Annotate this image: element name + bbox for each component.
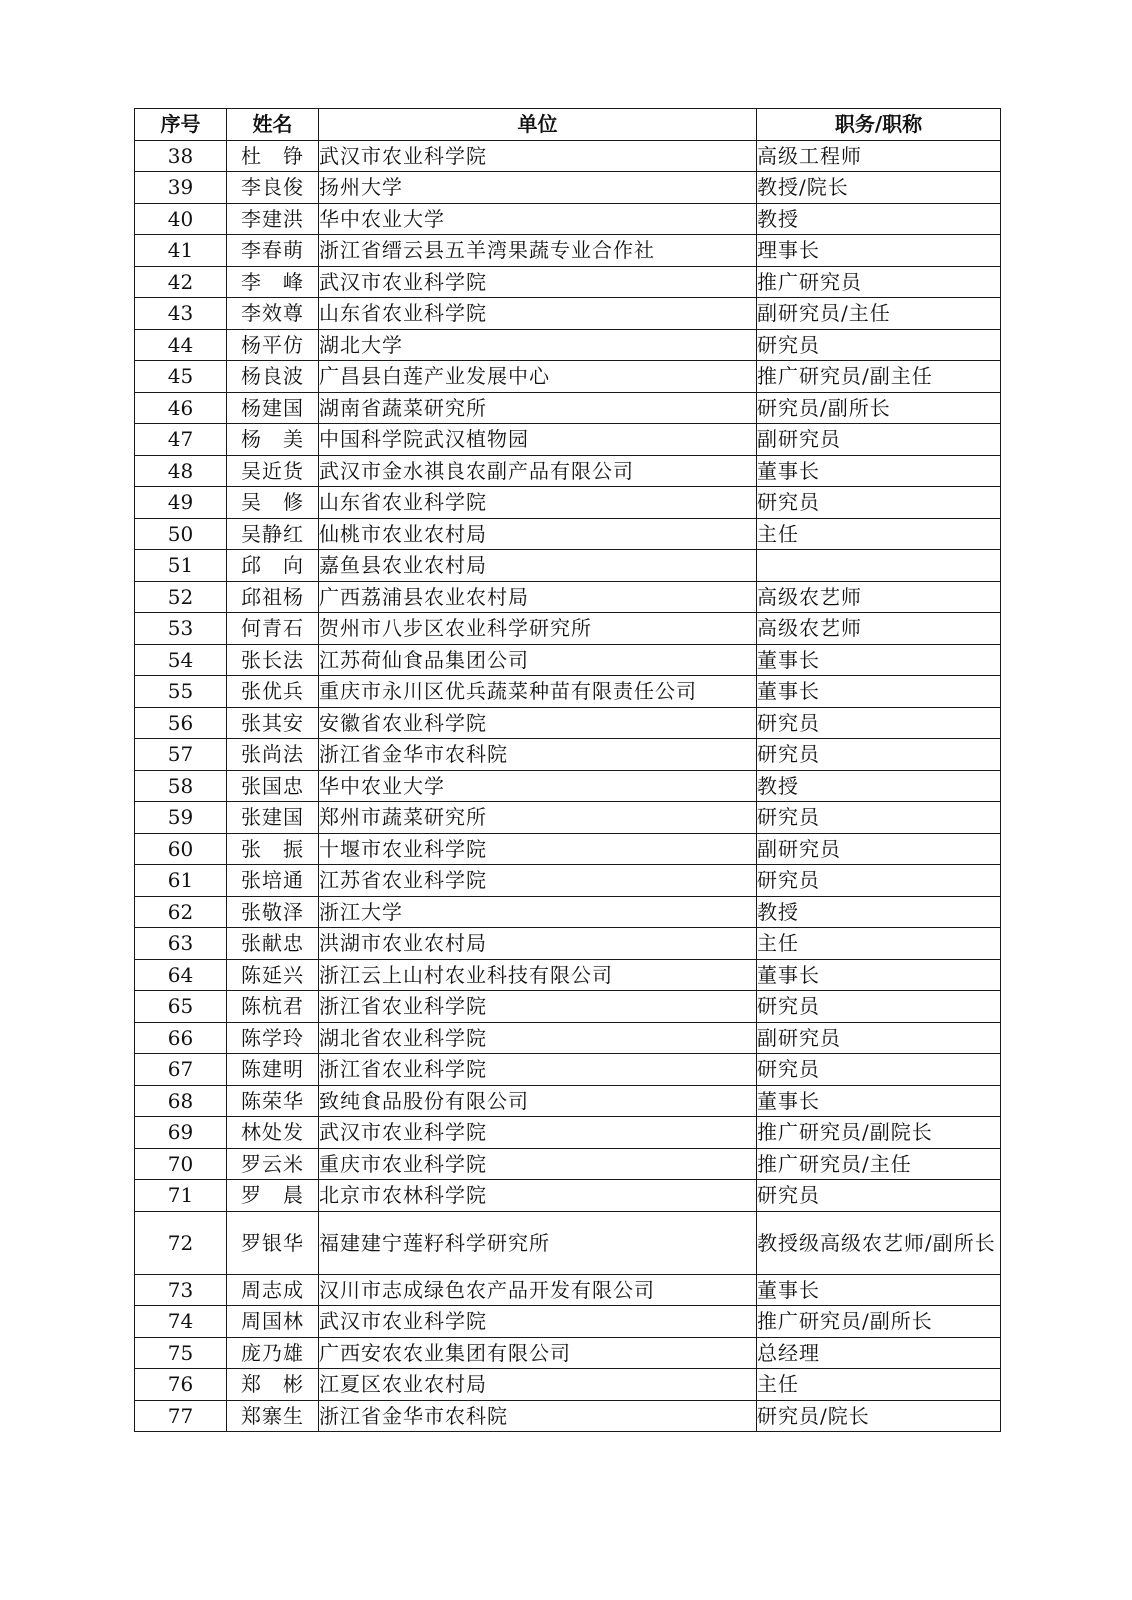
position-title-cell: 研究员 <box>757 865 1001 897</box>
organization-cell: 汉川市志成绿色农产品开发有限公司 <box>319 1274 757 1306</box>
position-title-cell: 主任 <box>757 518 1001 550</box>
name-cell: 张国忠 <box>227 770 319 802</box>
name-cell: 李春萌 <box>227 235 319 267</box>
serial-number-cell: 69 <box>135 1117 227 1149</box>
serial-number-cell: 47 <box>135 424 227 456</box>
serial-number-cell: 76 <box>135 1369 227 1401</box>
organization-cell: 浙江省农业科学院 <box>319 1054 757 1086</box>
serial-number-cell: 71 <box>135 1180 227 1212</box>
position-title-cell: 研究员 <box>757 329 1001 361</box>
name-cell: 罗云米 <box>227 1148 319 1180</box>
table-row <box>135 550 1001 582</box>
serial-number-cell: 38 <box>135 140 227 172</box>
serial-number-cell: 64 <box>135 959 227 991</box>
position-title-cell: 研究员 <box>757 739 1001 771</box>
position-title-cell: 教授级高级农艺师/副所长 <box>757 1211 1001 1274</box>
organization-cell: 嘉鱼县农业农村局 <box>319 550 757 582</box>
name-cell: 何青石 <box>227 613 319 645</box>
table-row <box>135 613 1001 645</box>
table-row <box>135 140 1001 172</box>
serial-number-cell: 43 <box>135 298 227 330</box>
table-row <box>135 235 1001 267</box>
organization-cell: 湖北省农业科学院 <box>319 1022 757 1054</box>
position-title-cell: 主任 <box>757 1369 1001 1401</box>
organization-cell: 福建建宁莲籽科学研究所 <box>319 1211 757 1274</box>
table-row <box>135 424 1001 456</box>
organization-cell: 浙江省缙云县五羊湾果蔬专业合作社 <box>319 235 757 267</box>
organization-cell: 浙江省农业科学院 <box>319 991 757 1023</box>
table-row <box>135 707 1001 739</box>
organization-cell: 广昌县白莲产业发展中心 <box>319 361 757 393</box>
table-row <box>135 1022 1001 1054</box>
name-cell: 张建国 <box>227 802 319 834</box>
serial-number-cell: 72 <box>135 1211 227 1274</box>
name-cell: 罗 晨 <box>227 1180 319 1212</box>
organization-cell: 山东省农业科学院 <box>319 487 757 519</box>
name-cell: 陈荣华 <box>227 1085 319 1117</box>
serial-number-cell: 66 <box>135 1022 227 1054</box>
table-row <box>135 392 1001 424</box>
organization-cell: 十堰市农业科学院 <box>319 833 757 865</box>
name-cell: 杨 美 <box>227 424 319 456</box>
header-serial-number: 序号 <box>135 109 227 141</box>
serial-number-cell: 49 <box>135 487 227 519</box>
name-cell: 林处发 <box>227 1117 319 1149</box>
name-cell: 李效尊 <box>227 298 319 330</box>
header-name: 姓名 <box>227 109 319 141</box>
name-cell: 陈延兴 <box>227 959 319 991</box>
name-cell: 张长法 <box>227 644 319 676</box>
table-row <box>135 361 1001 393</box>
serial-number-cell: 44 <box>135 329 227 361</box>
organization-cell: 仙桃市农业农村局 <box>319 518 757 550</box>
serial-number-cell: 77 <box>135 1400 227 1432</box>
table-row <box>135 959 1001 991</box>
table-row <box>135 1054 1001 1086</box>
serial-number-cell: 58 <box>135 770 227 802</box>
table-row <box>135 644 1001 676</box>
table-row <box>135 487 1001 519</box>
organization-cell: 广西荔浦县农业农村局 <box>319 581 757 613</box>
name-cell: 吴静红 <box>227 518 319 550</box>
position-title-cell: 教授 <box>757 203 1001 235</box>
table-row <box>135 1148 1001 1180</box>
serial-number-cell: 57 <box>135 739 227 771</box>
table-row <box>135 203 1001 235</box>
serial-number-cell: 40 <box>135 203 227 235</box>
serial-number-cell: 55 <box>135 676 227 708</box>
position-title-cell: 研究员/副所长 <box>757 392 1001 424</box>
organization-cell: 武汉市农业科学院 <box>319 140 757 172</box>
name-cell: 周国林 <box>227 1306 319 1338</box>
organization-cell: 扬州大学 <box>319 172 757 204</box>
position-title-cell: 教授 <box>757 896 1001 928</box>
expert-roster-table <box>134 108 1001 1432</box>
serial-number-cell: 61 <box>135 865 227 897</box>
position-title-cell: 总经理 <box>757 1337 1001 1369</box>
table-row <box>135 1400 1001 1432</box>
header-organization: 单位 <box>319 109 757 141</box>
organization-cell: 浙江大学 <box>319 896 757 928</box>
serial-number-cell: 39 <box>135 172 227 204</box>
serial-number-cell: 45 <box>135 361 227 393</box>
serial-number-cell: 73 <box>135 1274 227 1306</box>
position-title-cell: 研究员 <box>757 487 1001 519</box>
position-title-cell: 研究员 <box>757 707 1001 739</box>
serial-number-cell: 48 <box>135 455 227 487</box>
serial-number-cell: 41 <box>135 235 227 267</box>
table-row <box>135 1369 1001 1401</box>
position-title-cell: 主任 <box>757 928 1001 960</box>
name-cell: 吴 修 <box>227 487 319 519</box>
name-cell: 郑 彬 <box>227 1369 319 1401</box>
organization-cell: 湖南省蔬菜研究所 <box>319 392 757 424</box>
table-row <box>135 1306 1001 1338</box>
name-cell: 郑寨生 <box>227 1400 319 1432</box>
table-row <box>135 329 1001 361</box>
organization-cell: 致纯食品股份有限公司 <box>319 1085 757 1117</box>
position-title-cell: 研究员 <box>757 1180 1001 1212</box>
organization-cell: 贺州市八步区农业科学研究所 <box>319 613 757 645</box>
serial-number-cell: 60 <box>135 833 227 865</box>
table-row <box>135 172 1001 204</box>
name-cell: 陈建明 <box>227 1054 319 1086</box>
serial-number-cell: 62 <box>135 896 227 928</box>
name-cell: 杨良波 <box>227 361 319 393</box>
table-row <box>135 676 1001 708</box>
header-position-title: 职务/职称 <box>757 109 1001 141</box>
organization-cell: 重庆市永川区优兵蔬菜种苗有限责任公司 <box>319 676 757 708</box>
name-cell: 邱祖杨 <box>227 581 319 613</box>
position-title-cell: 董事长 <box>757 1085 1001 1117</box>
table-row <box>135 802 1001 834</box>
position-title-cell: 高级工程师 <box>757 140 1001 172</box>
name-cell: 杜 铮 <box>227 140 319 172</box>
table-row <box>135 581 1001 613</box>
table-row <box>135 298 1001 330</box>
name-cell: 吴近货 <box>227 455 319 487</box>
name-cell: 庞乃雄 <box>227 1337 319 1369</box>
position-title-cell: 副研究员 <box>757 424 1001 456</box>
name-cell: 李建洪 <box>227 203 319 235</box>
header-row <box>135 109 1001 141</box>
name-cell: 张培通 <box>227 865 319 897</box>
table-row <box>135 896 1001 928</box>
organization-cell: 武汉市农业科学院 <box>319 266 757 298</box>
position-title-cell: 推广研究员/主任 <box>757 1148 1001 1180</box>
name-cell: 杨建国 <box>227 392 319 424</box>
table-header <box>135 109 1001 141</box>
table-body <box>135 140 1001 1432</box>
table-row <box>135 1211 1001 1274</box>
organization-cell: 浙江云上山村农业科技有限公司 <box>319 959 757 991</box>
name-cell: 张敬泽 <box>227 896 319 928</box>
position-title-cell: 副研究员 <box>757 833 1001 865</box>
name-cell: 罗银华 <box>227 1211 319 1274</box>
serial-number-cell: 54 <box>135 644 227 676</box>
organization-cell: 江苏省农业科学院 <box>319 865 757 897</box>
serial-number-cell: 46 <box>135 392 227 424</box>
organization-cell: 安徽省农业科学院 <box>319 707 757 739</box>
position-title-cell: 推广研究员/副主任 <box>757 361 1001 393</box>
serial-number-cell: 51 <box>135 550 227 582</box>
position-title-cell: 推广研究员/副所长 <box>757 1306 1001 1338</box>
table-row <box>135 266 1001 298</box>
position-title-cell: 教授 <box>757 770 1001 802</box>
organization-cell: 武汉市农业科学院 <box>319 1306 757 1338</box>
table-row <box>135 833 1001 865</box>
name-cell: 张其安 <box>227 707 319 739</box>
serial-number-cell: 68 <box>135 1085 227 1117</box>
position-title-cell: 教授/院长 <box>757 172 1001 204</box>
position-title-cell: 理事长 <box>757 235 1001 267</box>
organization-cell: 湖北大学 <box>319 329 757 361</box>
organization-cell: 江苏荷仙食品集团公司 <box>319 644 757 676</box>
position-title-cell: 董事长 <box>757 959 1001 991</box>
position-title-cell: 研究员 <box>757 1054 1001 1086</box>
position-title-cell: 推广研究员/副院长 <box>757 1117 1001 1149</box>
serial-number-cell: 70 <box>135 1148 227 1180</box>
table-row <box>135 1180 1001 1212</box>
position-title-cell: 研究员 <box>757 991 1001 1023</box>
serial-number-cell: 67 <box>135 1054 227 1086</box>
table-row <box>135 770 1001 802</box>
organization-cell: 武汉市农业科学院 <box>319 1117 757 1149</box>
serial-number-cell: 56 <box>135 707 227 739</box>
table-row <box>135 1117 1001 1149</box>
table-row <box>135 739 1001 771</box>
serial-number-cell: 65 <box>135 991 227 1023</box>
table-row <box>135 1274 1001 1306</box>
position-title-cell: 董事长 <box>757 644 1001 676</box>
position-title-cell <box>757 550 1001 582</box>
organization-cell: 重庆市农业科学院 <box>319 1148 757 1180</box>
name-cell: 李 峰 <box>227 266 319 298</box>
name-cell: 张 振 <box>227 833 319 865</box>
name-cell: 张优兵 <box>227 676 319 708</box>
name-cell: 陈杭君 <box>227 991 319 1023</box>
position-title-cell: 研究员/院长 <box>757 1400 1001 1432</box>
name-cell: 张献忠 <box>227 928 319 960</box>
position-title-cell: 副研究员/主任 <box>757 298 1001 330</box>
serial-number-cell: 52 <box>135 581 227 613</box>
position-title-cell: 副研究员 <box>757 1022 1001 1054</box>
name-cell: 杨平仿 <box>227 329 319 361</box>
table-row <box>135 991 1001 1023</box>
position-title-cell: 董事长 <box>757 676 1001 708</box>
organization-cell: 广西安农农业集团有限公司 <box>319 1337 757 1369</box>
organization-cell: 武汉市金水祺良农副产品有限公司 <box>319 455 757 487</box>
organization-cell: 华中农业大学 <box>319 203 757 235</box>
position-title-cell: 高级农艺师 <box>757 581 1001 613</box>
organization-cell: 山东省农业科学院 <box>319 298 757 330</box>
serial-number-cell: 63 <box>135 928 227 960</box>
organization-cell: 浙江省金华市农科院 <box>319 1400 757 1432</box>
serial-number-cell: 59 <box>135 802 227 834</box>
table-row <box>135 455 1001 487</box>
name-cell: 邱 向 <box>227 550 319 582</box>
serial-number-cell: 50 <box>135 518 227 550</box>
position-title-cell: 研究员 <box>757 802 1001 834</box>
name-cell: 李良俊 <box>227 172 319 204</box>
table-row <box>135 928 1001 960</box>
organization-cell: 华中农业大学 <box>319 770 757 802</box>
organization-cell: 中国科学院武汉植物园 <box>319 424 757 456</box>
table-row <box>135 518 1001 550</box>
position-title-cell: 董事长 <box>757 455 1001 487</box>
position-title-cell: 董事长 <box>757 1274 1001 1306</box>
organization-cell: 郑州市蔬菜研究所 <box>319 802 757 834</box>
table-row <box>135 1085 1001 1117</box>
serial-number-cell: 53 <box>135 613 227 645</box>
table-row <box>135 1337 1001 1369</box>
position-title-cell: 推广研究员 <box>757 266 1001 298</box>
position-title-cell: 高级农艺师 <box>757 613 1001 645</box>
serial-number-cell: 42 <box>135 266 227 298</box>
name-cell: 周志成 <box>227 1274 319 1306</box>
table-row <box>135 865 1001 897</box>
organization-cell: 北京市农林科学院 <box>319 1180 757 1212</box>
serial-number-cell: 75 <box>135 1337 227 1369</box>
organization-cell: 江夏区农业农村局 <box>319 1369 757 1401</box>
organization-cell: 洪湖市农业农村局 <box>319 928 757 960</box>
serial-number-cell: 74 <box>135 1306 227 1338</box>
name-cell: 陈学玲 <box>227 1022 319 1054</box>
organization-cell: 浙江省金华市农科院 <box>319 739 757 771</box>
name-cell: 张尚法 <box>227 739 319 771</box>
